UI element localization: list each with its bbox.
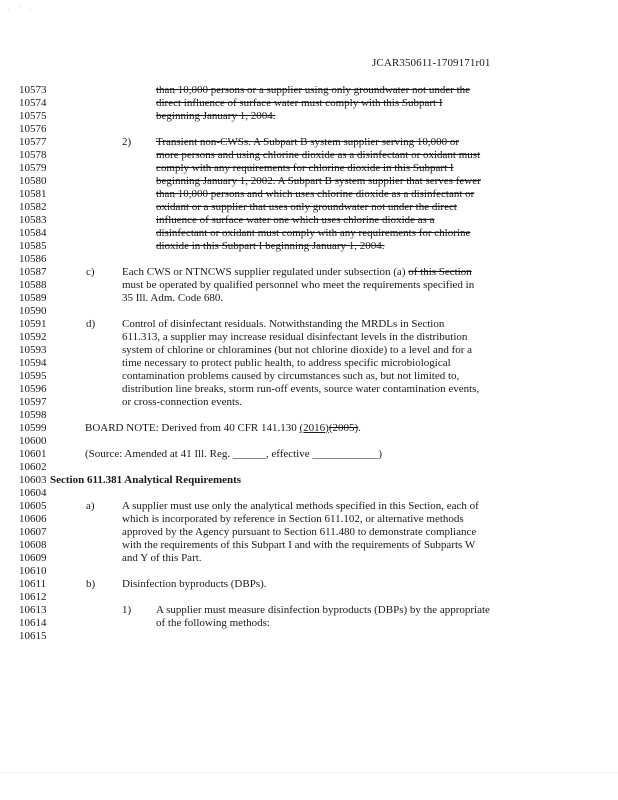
text-run: time necessary to protect public health, to address specific microbiological [122, 357, 451, 369]
line-text [156, 149, 480, 162]
line-number: 10578 [19, 149, 47, 161]
text-run: with the requirements of this Subpart I and with the requirements of Subparts W [122, 539, 476, 551]
list-label: b) [86, 578, 96, 590]
text-run: approved by the Agency pursuant to Section 611.480 to demonstrate compliance [122, 526, 477, 538]
line-text [156, 84, 470, 97]
text-run: 35 Ill. Adm. Code 680. [122, 292, 224, 304]
line-text [156, 97, 443, 110]
line-number: 10581 [19, 188, 47, 200]
line-number: 10600 [19, 435, 47, 447]
list-label: a) [86, 500, 95, 512]
line-number: 10604 [19, 487, 47, 499]
line-text [156, 110, 275, 123]
struck-text: more persons and using chlorine dioxide as a disinfectant or oxidant must [156, 149, 481, 161]
line-number: 10576 [19, 123, 47, 135]
text-run: and Y of this Part. [122, 552, 202, 564]
line-text [156, 162, 454, 175]
struck-text: dioxide in this Subpart I beginning January 1, 2004. [156, 240, 385, 252]
text-run: A supplier must use only the analytical methods specified in this Section, each of [122, 500, 479, 512]
line-number: 10607 [19, 526, 47, 538]
struck-text: disinfectant or oxidant must comply with any requirements for chlorine [156, 227, 471, 239]
line-text [122, 500, 479, 513]
line-number: 10583 [19, 214, 47, 226]
line-number: 10602 [19, 461, 47, 473]
line-text [156, 175, 481, 188]
line-text [122, 578, 267, 591]
line-number: 10589 [19, 292, 47, 304]
struck-text: comply with any requirements for chlorine dioxide in this Subpart I [156, 162, 454, 174]
text-run: Control of disinfectant residuals. Notwithstanding the MRDLs in Section [122, 318, 445, 330]
scan-corner-marks: . ' . [8, 6, 36, 12]
line-text [122, 552, 202, 565]
list-label: 2) [122, 136, 132, 148]
line-text [122, 292, 223, 305]
text-run: or cross-connection events. [122, 396, 243, 408]
line-number: 10596 [19, 383, 47, 395]
text-run: 611.313, a supplier may increase residual disinfectant levels in the distribution [122, 331, 468, 343]
line-number: 10601 [19, 448, 47, 460]
struck-text: Transient non-CWSs. A Subpart B system supplier serving 10,000 or [156, 136, 460, 148]
line-text [122, 357, 451, 370]
text-run: contamination problems caused by circumstances such as, but not limited to, [122, 370, 460, 382]
line-number: 10575 [19, 110, 47, 122]
line-number: 10577 [19, 136, 47, 148]
struck-text: oxidant or a supplier that uses only groundwater not under the direct [156, 201, 457, 213]
line-number: 10615 [19, 630, 47, 642]
line-number: 10610 [19, 565, 47, 577]
line-number: 10614 [19, 617, 47, 629]
line-text [122, 331, 467, 344]
text-run: (Source: Amended at 41 Ill. Reg. ______, effective ____________) [85, 448, 383, 460]
text-run: of the following methods: [156, 617, 270, 629]
line-number: 10579 [19, 162, 47, 174]
line-number: 10582 [19, 201, 47, 213]
line-number: 10598 [19, 409, 47, 421]
struck-text: direct influence of surface water must comply with this Subpart I [156, 97, 443, 109]
line-text [122, 279, 474, 292]
line-text [122, 526, 476, 539]
line-text [122, 396, 242, 409]
line-text [122, 318, 444, 331]
line-number: 10587 [19, 266, 47, 278]
struck-text: influence of surface water one which uses chlorine dioxide as a [156, 214, 435, 226]
line-number: 10609 [19, 552, 47, 564]
line-number: 10594 [19, 357, 47, 369]
text-run: which is incorporated by reference in Section 611.102, or alternative methods [122, 513, 464, 525]
text-run: BOARD NOTE: Derived from 40 CFR 141.130 [85, 422, 300, 434]
text-run: distribution line breaks, storm run-off events, source water contamination events, [122, 383, 480, 395]
line-text [122, 266, 472, 279]
line-number: 10599 [19, 422, 47, 434]
line-text [156, 188, 474, 201]
line-number: 10592 [19, 331, 47, 343]
line-text [156, 201, 457, 214]
line-text [122, 370, 459, 383]
document-id-header: JCAR350611-1709171r01 [372, 57, 491, 69]
line-number: 10588 [19, 279, 47, 291]
line-number: 10585 [19, 240, 47, 252]
text-run: Section 611.381 Analytical Requirements [50, 474, 242, 486]
text-run: must be operated by qualified personnel who meet the requirements specified in [122, 279, 475, 291]
line-text [122, 513, 464, 526]
line-text [156, 136, 459, 149]
line-number: 10611 [19, 578, 47, 590]
line-number: 10593 [19, 344, 47, 356]
line-number: 10597 [19, 396, 47, 408]
line-text [122, 539, 475, 552]
struck-text: than 10,000 persons or a supplier using only groundwater not under the [156, 84, 471, 96]
line-text [122, 344, 472, 357]
text-run: system of chlorine or chloramines (but not chlorine dioxide) to a level and for a [122, 344, 473, 356]
text-run: A supplier must measure disinfection byproducts (DBPs) by the appropriate [156, 604, 490, 616]
list-label: c) [86, 266, 95, 278]
line-text [85, 422, 361, 435]
line-text [50, 474, 241, 487]
struck-text: beginning January 1, 2004. [156, 110, 276, 122]
line-number: 10590 [19, 305, 47, 317]
text-run: . [358, 422, 361, 434]
line-number: 10584 [19, 227, 47, 239]
line-number: 10591 [19, 318, 47, 330]
line-number: 10612 [19, 591, 47, 603]
text-run: Disinfection byproducts (DBPs). [122, 578, 267, 590]
line-number: 10603 [19, 474, 47, 486]
line-number: 10580 [19, 175, 47, 187]
line-text [156, 604, 490, 617]
line-number: 10574 [19, 97, 47, 109]
line-number: 10573 [19, 84, 47, 96]
line-number: 10595 [19, 370, 47, 382]
struck-text: beginning January 1, 2002. A Subpart B system supplier that serves fewer [156, 175, 481, 187]
struck-text: than 10,000 persons and which uses chlorine dioxide as a disinfectant or [156, 188, 475, 200]
list-label: d) [86, 318, 96, 330]
line-number: 10606 [19, 513, 47, 525]
line-number: 10613 [19, 604, 47, 616]
struck-text: of this Section [408, 266, 472, 278]
line-text [122, 383, 479, 396]
struck-text: (2005) [328, 422, 359, 434]
line-number: 10586 [19, 253, 47, 265]
line-text [85, 448, 382, 461]
text-run: Each CWS or NTNCWS supplier regulated under subsection (a) [122, 266, 409, 278]
line-text [156, 227, 470, 240]
line-number: 10608 [19, 539, 47, 551]
line-number: 10605 [19, 500, 47, 512]
list-label: 1) [122, 604, 132, 616]
page-bottom-edge [0, 772, 618, 773]
inserted-text: (2016) [299, 422, 329, 434]
line-text [156, 617, 270, 630]
line-text [156, 214, 435, 227]
line-text [156, 240, 385, 253]
